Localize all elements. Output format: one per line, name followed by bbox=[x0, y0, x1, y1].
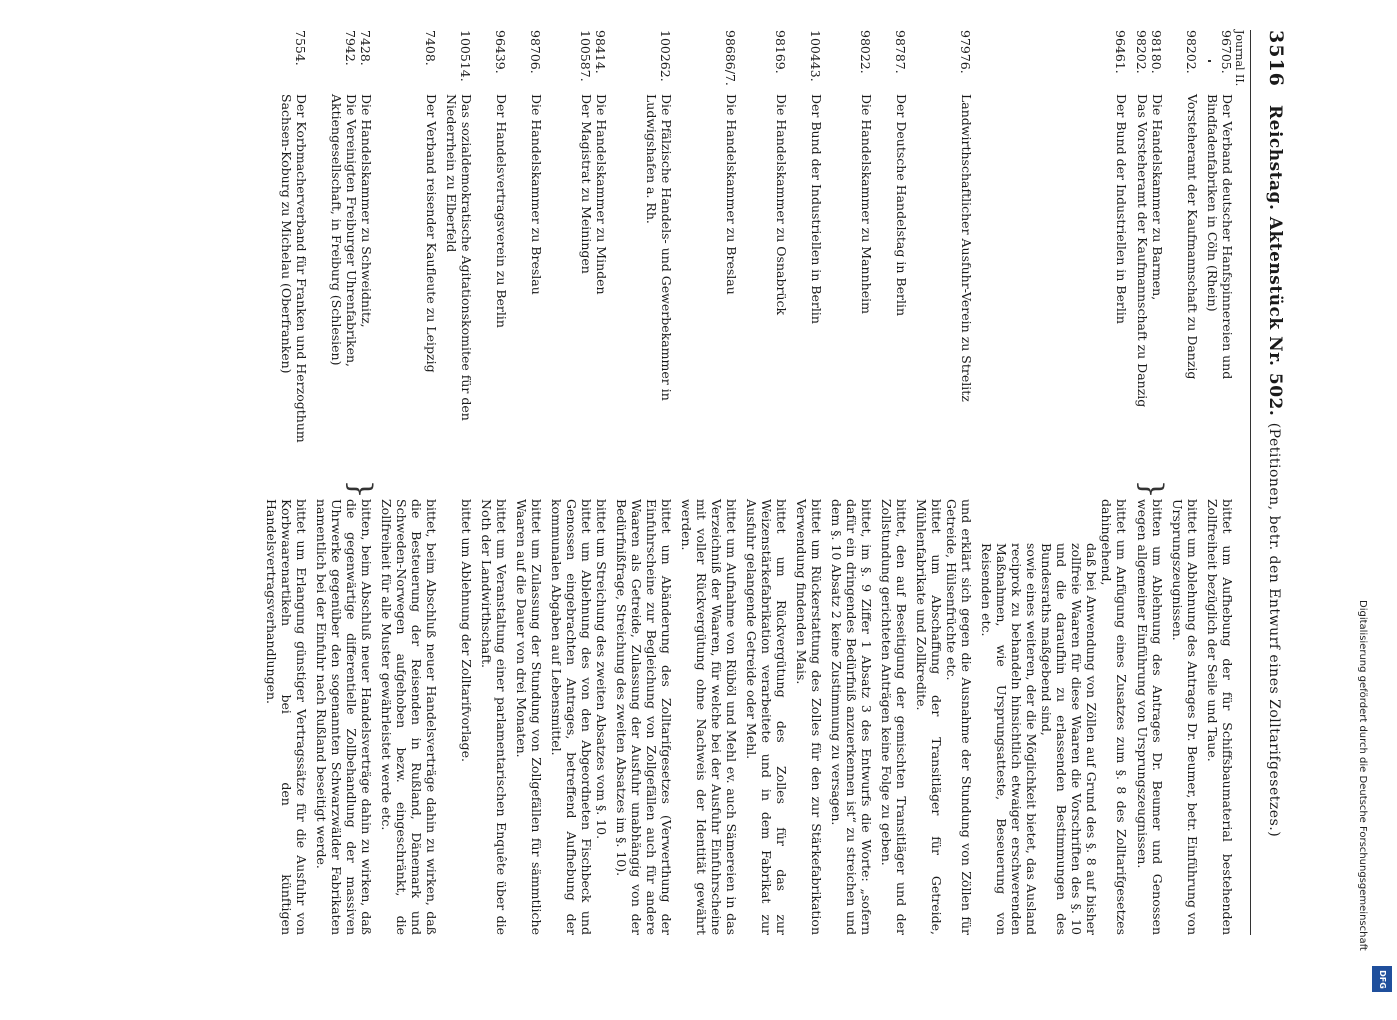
journal-number bbox=[479, 30, 509, 94]
grouping-brace bbox=[514, 479, 544, 499]
petitioner-line: Landwirthschaftlicher Ausfuhr-Verein zu Strelitz bbox=[959, 94, 974, 402]
journal-number-line: 98414. bbox=[593, 30, 608, 74]
request-paragraph: bittet um Ablehnung des Antrages Dr. Beumer, betr. Einführung von Ursprungszeugnissen. bbox=[1170, 499, 1200, 935]
document-sheet bbox=[117, 30, 1287, 935]
request-paragraph: bittet, den auf Beseitigung der gemischten Transitläger und der Zollstundung gerichteten Anträgen keine Folge zu geben. bbox=[879, 499, 909, 935]
petition-row bbox=[514, 30, 544, 935]
request-paragraph: bittet um Ablehnung der Zolltarifvorlage. bbox=[459, 499, 474, 762]
journal-number bbox=[1205, 30, 1235, 94]
request-paragraph: bittet um Anfügung eines Zusatzes zum §. 8 des Zolltarifgesetzes dahingehend, bbox=[1099, 499, 1129, 935]
journal-number-line: 100587. bbox=[578, 30, 593, 82]
journal-number-line: 100443. bbox=[808, 30, 823, 82]
grouping-brace: } bbox=[343, 479, 378, 499]
journal-number-line: 7942. bbox=[343, 30, 358, 66]
petitioner-line: Der Verband reisender Kaufleute zu Leipzig bbox=[424, 94, 439, 373]
petitioner-line: Die Handelskammer zu Mannheim bbox=[859, 94, 874, 314]
petition-request bbox=[979, 499, 1129, 935]
grouping-brace bbox=[979, 479, 1129, 499]
petition-row bbox=[379, 30, 439, 935]
journal-column-label: Journal II. bbox=[1233, 30, 1246, 87]
petition-request bbox=[314, 499, 374, 935]
petition-request bbox=[744, 499, 789, 935]
petition-row bbox=[264, 30, 309, 935]
petitioner-line: Die Vereinigten Freiburger Uhrenfabriken, Aktiengesellschaft, in Freiburg (Schlesien) bbox=[329, 94, 359, 368]
petition-request bbox=[1205, 499, 1235, 935]
petitioner-line: Das sozialdemokratische Agitationskomitee für den Niederrhein zu Elberfeld bbox=[444, 94, 474, 421]
journal-number-line: 96439. bbox=[493, 30, 508, 74]
petitioner-line: Die Handelskammer zu Osnabrück bbox=[774, 94, 789, 316]
journal-number-line: 98202. bbox=[1134, 30, 1149, 74]
petitioner bbox=[614, 94, 674, 479]
petitioner-line: Der Deutsche Handelstag in Berlin bbox=[894, 94, 909, 316]
petitioner bbox=[479, 94, 509, 479]
journal-number bbox=[264, 30, 309, 94]
journal-number-line: 96705. bbox=[1219, 30, 1234, 74]
journal-number bbox=[679, 30, 739, 94]
page-number: 3516 bbox=[1265, 30, 1287, 87]
request-paragraph: bittet, im §. 9 Ziffer 1 Absatz 3 des Entwurfs die Worte: „sofern dafür ein dringendes Bedürfniß anzuerkennen ist“ zu streichen und dem §. 10 Absatz 2 keine Zustimmung zu versagen. bbox=[829, 499, 874, 935]
request-paragraph: daß bei Anwendung von Zöllen auf Grund des §. 8 auf bisher zollfreie Waaren für diese Waaren die Vorschriften des §. 10 und die daraufhin zu erlassenden Bestimmungen des Bundesraths maßgebend sind, bbox=[1039, 543, 1099, 935]
journal-number-line: 98686/7. bbox=[723, 30, 738, 86]
journal-number-line: 96461. bbox=[1113, 30, 1128, 74]
petitioner bbox=[1205, 94, 1235, 479]
petition-row bbox=[744, 30, 789, 935]
journal-number bbox=[1170, 30, 1200, 94]
petitioner-line: Vorsteheramt der Kaufmannschaft zu Danzig bbox=[1185, 94, 1200, 380]
journal-number-line: 98202. bbox=[1184, 30, 1199, 74]
petitioner bbox=[549, 94, 609, 479]
request-paragraph: bittet um Abschaffung der Transitläger für Getreide, Mühlenfabrikate und Zollkredite. bbox=[914, 499, 944, 935]
journal-number-line: 7554. bbox=[293, 30, 308, 66]
petition-row bbox=[1170, 30, 1200, 935]
petitioner bbox=[679, 94, 739, 479]
journal-number-line: 100514. bbox=[458, 30, 473, 82]
petitioner-line: Die Handelskammer zu Minden bbox=[594, 94, 609, 295]
request-paragraph: bittet um Abänderung des Zolltarifgesetzes (Verwerthung der Einfuhrscheine zur Begleichung von Zollgefällen auch für andere Waaren als Getreide, Zulassung der Ausfuhr unabhängig von der Bedürfnißfrage, Streichung des zweiten Absatzes im §. 10). bbox=[614, 499, 674, 935]
journal-number bbox=[379, 30, 439, 94]
petitioner bbox=[444, 94, 474, 479]
grouping-brace bbox=[614, 479, 674, 499]
request-paragraph: bittet um Zulassung der Stundung von Zollgefällen für sämmtliche Waaren auf die Dauer von drei Monaten. bbox=[514, 499, 544, 935]
petitioner bbox=[829, 94, 874, 479]
journal-number bbox=[444, 30, 474, 94]
petition-table bbox=[259, 30, 1235, 935]
journal-number bbox=[744, 30, 789, 94]
request-paragraph: bittet um Rückvergütung des Zolles für das zur Weizenstärkefabrikation verarbeitete und in dem Fabrikat zur Ausfuhr gelangende Getreide oder Mehl. bbox=[744, 499, 789, 935]
petition-request bbox=[1170, 499, 1200, 935]
petition-row bbox=[314, 30, 378, 935]
journal-number-line: 7408. bbox=[423, 30, 438, 66]
petition-row bbox=[614, 30, 674, 935]
grouping-brace bbox=[744, 479, 789, 499]
petitioner bbox=[914, 94, 974, 479]
petitioner-line: Der Handelsvertragsverein zu Berlin bbox=[494, 94, 509, 328]
petitioner-line: Der Bund der Industriellen in Berlin bbox=[809, 94, 824, 324]
journal-number bbox=[979, 30, 1129, 94]
request-paragraph: bitten, beim Abschluß neuer Handelsverträge dahin zu wirken, daß die gegenwärtige differentielle Zollbehandlung der massiven Uhrwerke gegenüber den sogenannten Schwarzwälder Fabrikaten namentlich bei der Einfuhr nach Rußland beseitigt werde. bbox=[314, 499, 374, 935]
petition-request bbox=[379, 499, 439, 935]
petition-request bbox=[444, 499, 474, 935]
petition-request bbox=[914, 499, 974, 935]
petition-row bbox=[1205, 30, 1235, 935]
grouping-brace bbox=[379, 479, 439, 499]
petitioner-line: Der Bund der Industriellen in Berlin bbox=[1114, 94, 1129, 324]
journal-number bbox=[314, 30, 374, 94]
petitioner-line: Die Handelskammer zu Breslau bbox=[724, 94, 739, 295]
grouping-brace bbox=[829, 479, 874, 499]
petition-request bbox=[549, 499, 609, 935]
request-paragraph: bittet um Ablehnung des von den Abgeordneten Fischbeck und Genossen eingebrachten Antrages, betreffend Aufhebung der kommunalen Abgaben auf Lebensmittel. bbox=[549, 499, 594, 935]
petitioner-line: Der Magistrat zu Meiningen bbox=[579, 94, 594, 274]
grouping-brace bbox=[264, 479, 309, 499]
grouping-brace: } bbox=[1134, 479, 1169, 499]
page-title bbox=[1265, 105, 1285, 935]
journal-number bbox=[914, 30, 974, 94]
petition-request bbox=[264, 499, 309, 935]
grouping-brace bbox=[444, 479, 474, 499]
grouping-brace bbox=[794, 479, 824, 499]
journal-number bbox=[794, 30, 824, 94]
request-paragraph: bitten um Ablehnung des Antrages Dr. Beumer und Genossen wegen allgemeiner Einführung von Ursprungszeugnissen. bbox=[1135, 499, 1165, 935]
petitioner-line: Die Handelskammer zu Barmen, bbox=[1150, 94, 1165, 301]
petitioner bbox=[794, 94, 824, 479]
journal-number bbox=[614, 30, 674, 94]
petitioner bbox=[314, 94, 374, 479]
grouping-brace bbox=[1205, 479, 1235, 499]
journal-number bbox=[879, 30, 909, 94]
petition-row bbox=[549, 30, 609, 935]
petition-request bbox=[879, 499, 909, 935]
title-text: Reichstag. Aktenstück Nr. 502. bbox=[1265, 105, 1285, 417]
journal-number-line: 98787. bbox=[893, 30, 908, 74]
petition-request bbox=[679, 499, 739, 935]
petitioner-line: Das Vorsteheramt der Kaufmannschaft zu Danzig bbox=[1135, 94, 1150, 408]
petitioner-line: Der Korbmacherverband für Franken und Herzogthum Sachsen-Koburg zu Michelau (Oberfranken) bbox=[279, 94, 309, 443]
petitioner-line: Die Handelskammer zu Breslau bbox=[529, 94, 544, 295]
petition-row bbox=[479, 30, 509, 935]
petitioner bbox=[264, 94, 309, 479]
petition-request bbox=[829, 499, 874, 935]
petitioner bbox=[1134, 94, 1165, 479]
journal-number-line: 98022. bbox=[858, 30, 873, 74]
petitioner-line: Die Handelskammer zu Schweidnitz, bbox=[359, 94, 374, 328]
dfg-logo-text: DFG bbox=[1377, 969, 1387, 989]
journal-number bbox=[829, 30, 874, 94]
request-paragraph: und erklärt sich gegen die Ausnahme der Stundung von Zöllen für Getreide, Hülsenfrüchte etc. bbox=[944, 499, 974, 935]
petitioner-line: Der Verband deutscher Hanfspinnereien und Bindfadenfabriken in Cöln (Rhein) bbox=[1205, 94, 1235, 380]
petitioner bbox=[979, 94, 1129, 479]
grouping-brace bbox=[879, 479, 909, 499]
journal-number-line: 98169. bbox=[773, 30, 788, 74]
request-paragraph: bittet um Aufnahme von Rüböl und Mehl ev. auch Sämereien in das Verzeichniß der Waaren, für welche bei der Ausfuhr Einfuhrscheine mit voller Rückvergütung ohne Nachweis der Identität gewährt werden. bbox=[679, 499, 739, 935]
petition-row bbox=[829, 30, 874, 935]
petitioner bbox=[879, 94, 909, 479]
journal-number-line: 97976. bbox=[958, 30, 973, 74]
dfg-logo bbox=[1372, 966, 1392, 992]
petitioner bbox=[379, 94, 439, 479]
request-paragraph: bittet um Streichung des zweiten Absatzes vom §. 10. bbox=[594, 499, 609, 840]
journal-number-line: 7428. bbox=[358, 30, 373, 66]
request-paragraph: bittet um Aufhebung der für Schiffsbaumaterial bestehenden Zollfreiheit bezüglich der Seile und Taue. bbox=[1205, 499, 1235, 935]
petition-request bbox=[614, 499, 674, 935]
petition-row bbox=[794, 30, 824, 935]
page-header bbox=[1253, 30, 1287, 935]
petition-row bbox=[979, 30, 1129, 935]
grouping-brace bbox=[479, 479, 509, 499]
petition-row bbox=[879, 30, 909, 935]
request-paragraph: bittet um Rückerstattung des Zolles für den zur Stärkefabrikation Verwendung findenden Mais. bbox=[794, 499, 824, 935]
digitization-note: Digitalisierung gefördert durch die Deutsche Forschungsgemeinschaft bbox=[1357, 600, 1368, 951]
journal-number bbox=[549, 30, 609, 94]
petition-row bbox=[444, 30, 474, 935]
petition-request bbox=[514, 499, 544, 935]
petition-request bbox=[479, 499, 509, 935]
petitioner-line: Die Pfälzische Handels- und Gewerbekammer in Ludwigshafen a. Rh. bbox=[644, 94, 674, 401]
petition-row bbox=[1134, 30, 1169, 935]
journal-number-line: 98706. bbox=[528, 30, 543, 74]
request-paragraph: bittet um Veranstaltung einer parlamentarischen Enquête über die Noth der Landwirthschaft. bbox=[479, 499, 509, 935]
grouping-brace bbox=[1170, 479, 1200, 499]
petitioner bbox=[744, 94, 789, 479]
petition-row bbox=[914, 30, 974, 935]
journal-number bbox=[1134, 30, 1165, 94]
petition-row bbox=[679, 30, 739, 935]
header-rule bbox=[1250, 30, 1251, 935]
journal-number-line: 98180. bbox=[1149, 30, 1164, 74]
grouping-brace bbox=[549, 479, 609, 499]
grouping-brace bbox=[679, 479, 739, 499]
petition-request bbox=[794, 499, 824, 935]
petitioner bbox=[1170, 94, 1200, 479]
request-paragraph: sowie eines weiteren, der die Möglichkeit bietet, das Ausland reciprok zu behandeln hinsichtlich etwaiger erschwerenden Maßnahmen, wie Ursprungsatteste, Beseuerung von Reisenden etc. bbox=[979, 543, 1039, 935]
petition-request bbox=[1134, 499, 1165, 935]
title-subtitle: (Petitionen, betr. den Entwurf eines Zolltarifgesetzes.) bbox=[1266, 422, 1282, 838]
journal-number-line: 100262. bbox=[658, 30, 673, 82]
margin-mark bbox=[1208, 60, 1211, 62]
petitioner bbox=[514, 94, 544, 479]
grouping-brace bbox=[914, 479, 974, 499]
journal-number bbox=[514, 30, 544, 94]
request-paragraph: bittet um Erlangung günstiger Vertragssätze für die Ausfuhr von Korbwaarenartikeln bei den künftigen Handelsvertragsverhandlungen. bbox=[264, 499, 309, 935]
request-paragraph: bittet, beim Abschluß neuer Handelsverträge dahin zu wirken, daß die Besteuerung der Reisenden in Rußland, Dänemark und Schweden-Norwegen aufgehoben bezw. eingeschränkt, die Zollfreiheit für alle Muster gewährleistet werde etc. bbox=[379, 499, 439, 935]
